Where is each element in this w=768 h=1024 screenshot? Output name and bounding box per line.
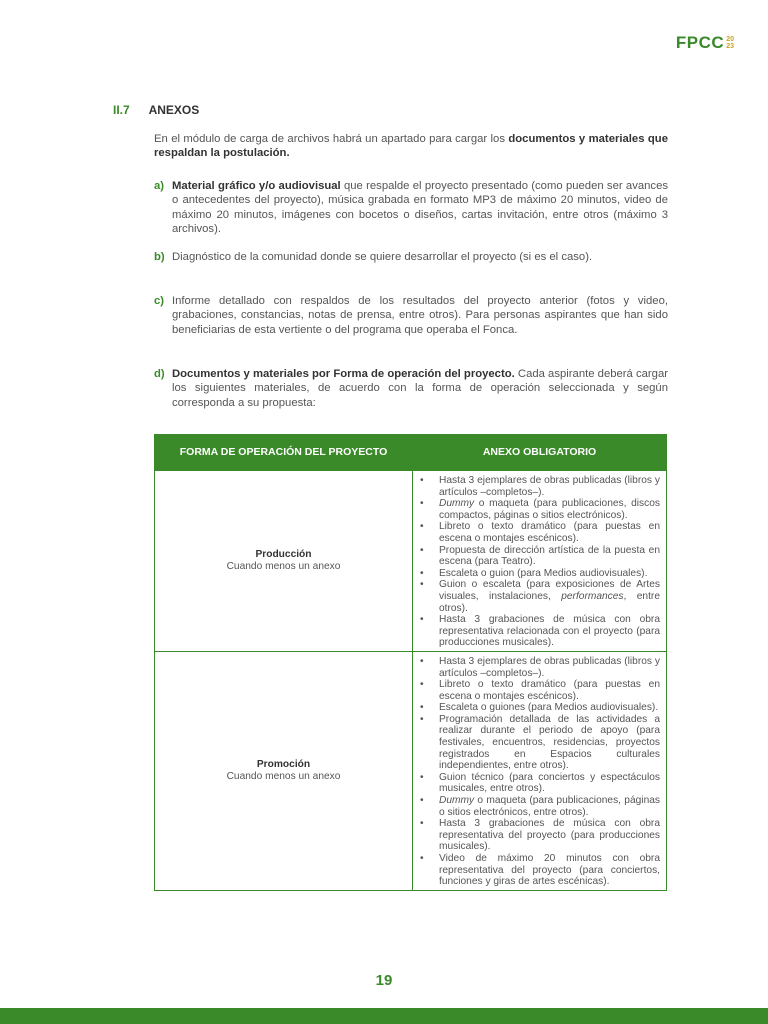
list-item: • Guion o escaleta (para exposiciones de Artes visuales, instalaciones, performances, entre otros). [417, 579, 660, 614]
list-item: • Hasta 3 grabaciones de música con obra representativa del proyecto (para producciones musicales). [417, 818, 660, 853]
item-body: Informe detallado con respaldos de los resultados del proyecto anterior (fotos y video, grabaciones, constancias, notas de prensa, entre otros). Para personas aspirantes que han sido beneficiarias de esta vertiente o del programa que operaba el Fonca. [172, 295, 668, 336]
item-text [172, 179, 668, 237]
list-item: • Libreto o texto dramático (para puestas en escena o montajes escénicos). [417, 679, 660, 702]
list-item: • Dummy o maqueta (para publicaciones, páginas o sitios electrónicos, entre otros). [417, 795, 660, 818]
list-item: • Hasta 3 ejemplares de obras publicadas (libros y artículos –completos–). [417, 656, 660, 679]
list-item: • Escaleta o guiones (para Medios audiovisuales). [417, 702, 660, 714]
list-item-c [154, 294, 668, 337]
item-text [172, 294, 668, 337]
operation-mode-cell [155, 651, 413, 890]
list-item: • Escaleta o guion (para Medios audiovisuales). [417, 568, 660, 580]
annex-table [154, 434, 667, 891]
list-item: • Dummy o maqueta (para publicaciones, discos compactos, páginas o sitios electrónicos). [417, 498, 660, 521]
item-bold: Material gráfico y/o audiovisual [172, 180, 341, 192]
header-required-annex: ANEXO OBLIGATORIO [413, 435, 667, 471]
table-header-row [155, 435, 667, 471]
list-item-d [154, 367, 668, 410]
item-text [172, 367, 668, 410]
item-body: Diagnóstico de la comunidad donde se quiere desarrollar el proyecto (si es el caso). [172, 251, 593, 263]
header-operation-mode: FORMA DE OPERACIÓN DEL PROYECTO [155, 435, 413, 471]
list-item: • Guion técnico (para conciertos y espectáculos musicales, entre otros). [417, 772, 660, 795]
mode-note: Cuando menos un anexo [226, 560, 341, 572]
list-item: • Libreto o texto dramático (para puestas en escena o montajes escénicos). [417, 521, 660, 544]
annex-list-cell [413, 471, 667, 652]
item-label: d) [154, 368, 165, 380]
item-text [172, 250, 668, 264]
item-bold: Documentos y materiales por Forma de operación del proyecto. [172, 368, 515, 380]
section-heading [113, 103, 199, 117]
list-item-b [154, 250, 668, 264]
table-row [155, 651, 667, 890]
list-item-a [154, 179, 668, 237]
logo-year [726, 36, 734, 50]
table-row [155, 471, 667, 652]
item-body: que respalde el proyecto presentado (como pueden ser avances o antecedentes del proyecto), música grabada en formato MP3 de máximo 20 minutos, video de máximo 20 minutos, imágenes con bocetos o diseños, cartas invitación, entre otros (máximo 3 archivos). [172, 180, 668, 236]
page-number: 19 [375, 972, 393, 989]
fpcc-logo [676, 33, 734, 53]
annex-list [417, 656, 660, 888]
mode-name: Promoción [256, 759, 311, 771]
item-label: a) [154, 180, 165, 192]
intro-text: En el módulo de carga de archivos habrá un apartado para cargar los [154, 133, 509, 145]
footer-bar [0, 1008, 768, 1024]
list-item: • Programación detallada de las actividades a realizar durante el periodo de apoyo (para festivales, encuentros, residencias, proyectos registrados en Espacios culturales independientes, entre otros). [417, 714, 660, 772]
item-label: c) [154, 295, 165, 307]
logo-text: FPCC [675, 33, 725, 52]
logo-year-top: 20 [726, 36, 734, 43]
list-item: • Propuesta de dirección artística de la puesta en escena (para Teatro). [417, 545, 660, 568]
operation-mode-cell [155, 471, 413, 652]
list-item: • Hasta 3 grabaciones de música con obra representativa relacionada con el proyecto (para producciones musicales). [417, 614, 660, 649]
section-number: II.7 [113, 103, 130, 117]
annex-list-cell [413, 651, 667, 890]
mode-note: Cuando menos un anexo [226, 770, 341, 782]
list-item: • Video de máximo 20 minutos con obra representativa del proyecto (para conciertos, funciones y giras de artes escénicas). [417, 853, 660, 888]
intro-paragraph [154, 132, 668, 161]
intro-bold: documentos y materiales que respaldan la postulación. [154, 133, 668, 160]
logo-year-bottom: 23 [726, 43, 734, 50]
annex-list [417, 475, 660, 649]
list-item: • Hasta 3 ejemplares de obras publicadas (libros y artículos –completos–). [417, 475, 660, 498]
item-label: b) [154, 251, 165, 263]
mode-name: Producción [255, 549, 312, 561]
item-body: Cada aspirante deberá cargar los siguientes materiales, de acuerdo con la forma de operación seleccionada y según corresponda a su propuesta: [172, 368, 668, 409]
section-title: ANEXOS [148, 103, 200, 117]
